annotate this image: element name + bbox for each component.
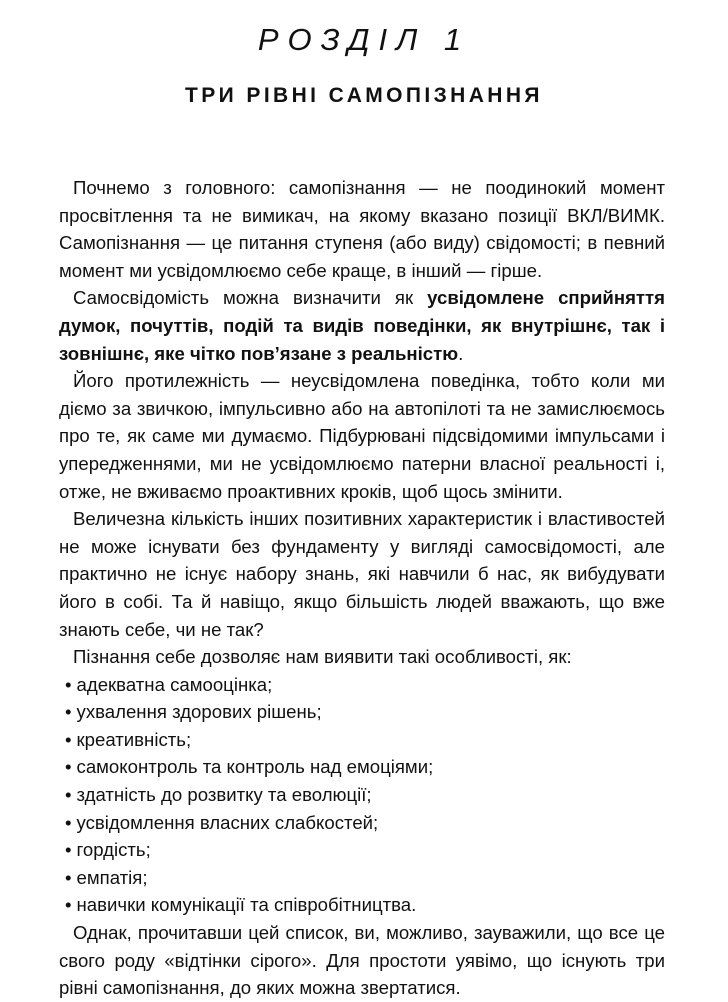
list-item: • самоконтроль та контроль над емоціями;: [59, 753, 665, 781]
paragraph: Його протилежність — неусвідомлена поведінка, тобто коли ми діємо за звичкою, імпульсивно або на автопілоті та не замислюємось про те, як саме ми думаємо. Підбурювані підсвідомими імпульсами і упередженнями, ми не усвідомлюємо патерни власної реальності і, отже, не вживаємо проактивних кроків, щоб щось змінити.: [59, 370, 665, 502]
traits-list: [59, 671, 665, 919]
list-item: • креативність;: [59, 726, 665, 754]
bold-definition: усвідомлене сприйняття думок, почуттів, подій та видів поведінки, як внутрішнє, так і зовнішнє, яке чітко пов’язане з реальністю: [59, 287, 665, 364]
paragraph-text: .: [458, 342, 464, 364]
paragraph: Почнемо з головного: самопізнання — не поодинокий момент просвітлення та не вимикач, на якому вказано позиції ВКЛ/ВИМК. Самопізнання — це питання ступеня (або виду) свідомості; в певний момент ми усвідомлюємо себе краще, в інший — гірше.: [59, 177, 665, 281]
list-item: • адекватна самооцінка;: [59, 671, 665, 699]
paragraph: [59, 284, 665, 367]
list-item: • навички комунікації та співробітництва.: [59, 891, 665, 919]
paragraph: Величезна кількість інших позитивних характеристик і властивостей не може існувати без фундаменту у вигляді самосвідомості, але практично не існує набору знань, які навчили б нас, як вибудувати його в собі. Та й навіщо, якщо більшість людей вважають, що вже знають себе, чи не так?: [59, 508, 665, 640]
list-item: • усвідомлення власних слабкостей;: [59, 809, 665, 837]
page-body: [59, 174, 665, 1002]
chapter-label: РОЗДІЛ 1: [257, 22, 471, 57]
paragraph: Однак, прочитавши цей список, ви, можливо, зауважили, що все це свого роду «відтінки сірого». Для простоти уявімо, що існують три рівні самопізнання, до яких можна звертатися.: [59, 922, 665, 999]
list-item: • гордість;: [59, 836, 665, 864]
paragraph-text: Самосвідомість можна визначити як: [73, 287, 428, 309]
list-item: • ухвалення здорових рішень;: [59, 698, 665, 726]
paragraph: Пізнання себе дозволяє нам виявити такі особливості, як:: [73, 646, 572, 668]
list-item: • емпатія;: [59, 864, 665, 892]
chapter-title: ТРИ РІВНІ САМОПІЗНАННЯ: [185, 84, 543, 107]
list-item: • здатність до розвитку та еволюції;: [59, 781, 665, 809]
